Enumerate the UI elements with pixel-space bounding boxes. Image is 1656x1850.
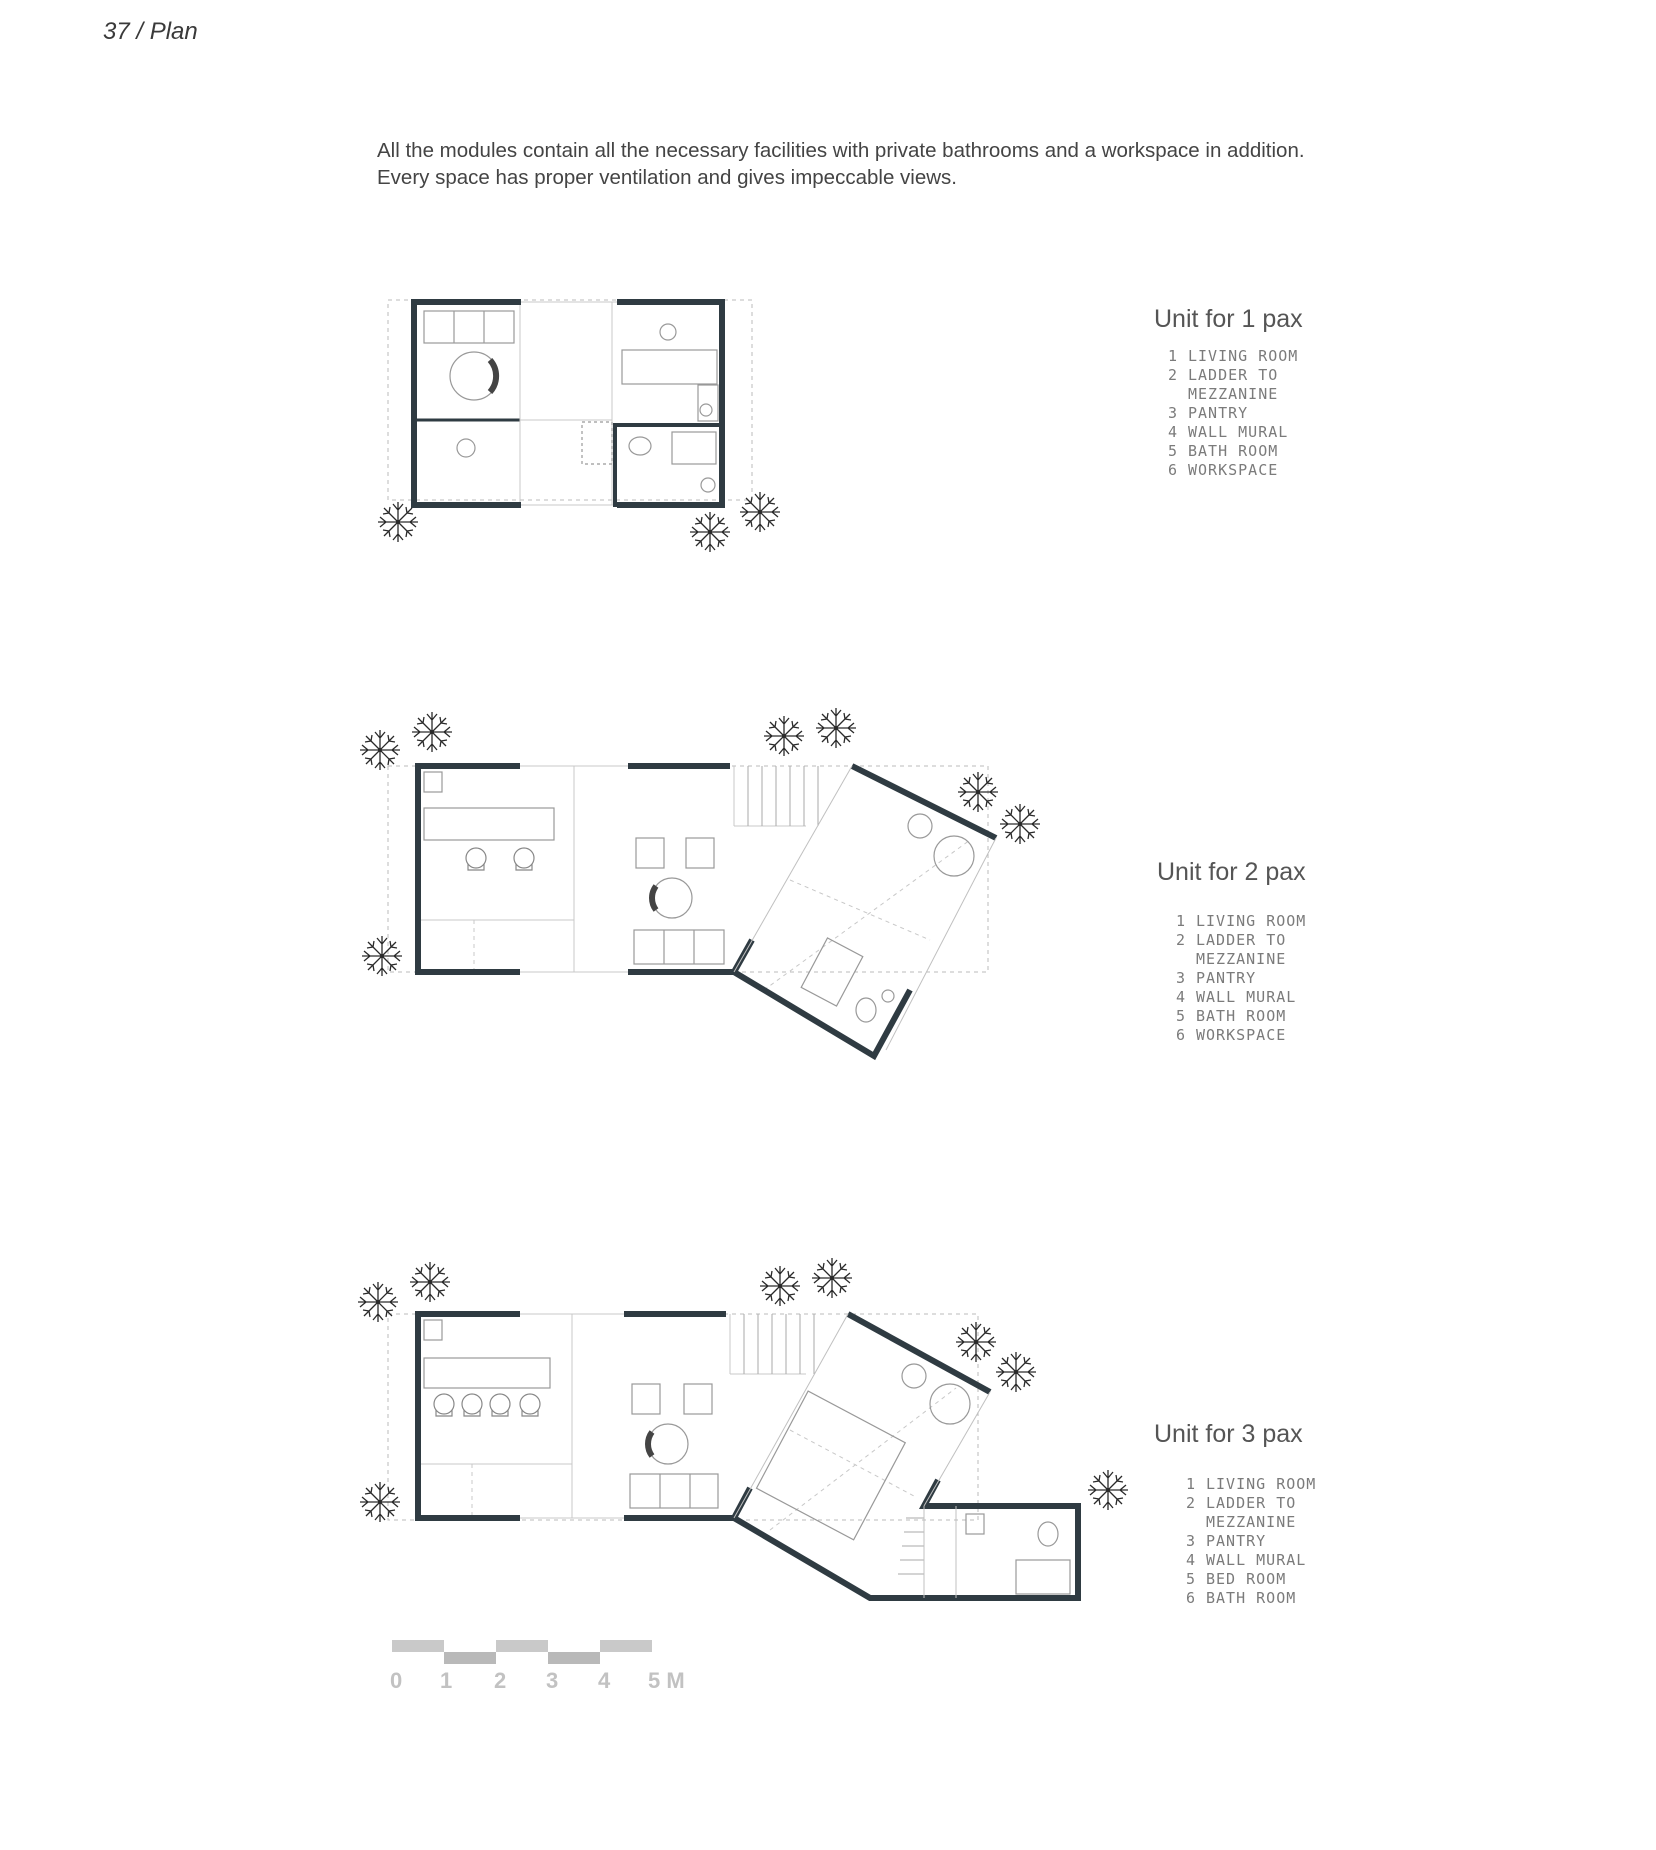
page-label: 37 / Plan	[103, 18, 198, 45]
unit-1-title: Unit for 1 pax	[1154, 305, 1303, 333]
scale-tick-5: 5 M	[648, 1668, 685, 1693]
list-item: 1 LIVING ROOM	[1176, 912, 1307, 930]
plan-unit-2	[360, 708, 1040, 1056]
unit-2-room-list	[1176, 912, 1316, 1045]
list-item: 6 BATH ROOM	[1186, 1589, 1297, 1607]
list-item: 4 WALL MURAL	[1168, 423, 1289, 441]
list-item: 5 BATH ROOM	[1176, 1007, 1287, 1025]
list-item: 3 PANTRY	[1168, 404, 1249, 422]
scale-bar	[392, 1640, 712, 1700]
list-item: 2 LADDER TO MEZZANINE	[1176, 931, 1287, 968]
unit-1-room-list	[1168, 347, 1308, 480]
list-item: 1 LIVING ROOM	[1186, 1475, 1317, 1493]
scale-tick-1: 1	[440, 1668, 453, 1693]
unit-2-title: Unit for 2 pax	[1157, 858, 1306, 886]
scale-tick-4: 4	[598, 1668, 611, 1693]
list-item: 5 BATH ROOM	[1168, 442, 1279, 460]
scale-tick-3: 3	[546, 1668, 559, 1693]
unit-3-room-list	[1186, 1475, 1326, 1608]
intro-line-2: Every space has proper ventilation and gives impeccable views.	[377, 166, 957, 189]
list-item: 4 WALL MURAL	[1176, 988, 1297, 1006]
list-item: 1 LIVING ROOM	[1168, 347, 1299, 365]
plan-unit-3	[358, 1258, 1128, 1598]
scale-bar-graphic	[392, 1640, 662, 1668]
scale-tick-2: 2	[494, 1668, 507, 1693]
list-item: 6 WORKSPACE	[1176, 1026, 1287, 1044]
unit-3-title: Unit for 3 pax	[1154, 1420, 1303, 1448]
list-item: 6 WORKSPACE	[1168, 461, 1279, 479]
intro-line-1: All the modules contain all the necessary facilities with private bathrooms and a workspace in addition.	[377, 139, 1305, 162]
plan-unit-1	[378, 300, 780, 552]
list-item: 3 PANTRY	[1176, 969, 1257, 987]
list-item: 4 WALL MURAL	[1186, 1551, 1307, 1569]
list-item: 3 PANTRY	[1186, 1532, 1267, 1550]
list-item: 2 LADDER TO MEZZANINE	[1168, 366, 1279, 403]
list-item: 2 LADDER TO MEZZANINE	[1186, 1494, 1297, 1531]
list-item: 5 BED ROOM	[1186, 1570, 1287, 1588]
scale-tick-0: 0	[390, 1668, 403, 1693]
